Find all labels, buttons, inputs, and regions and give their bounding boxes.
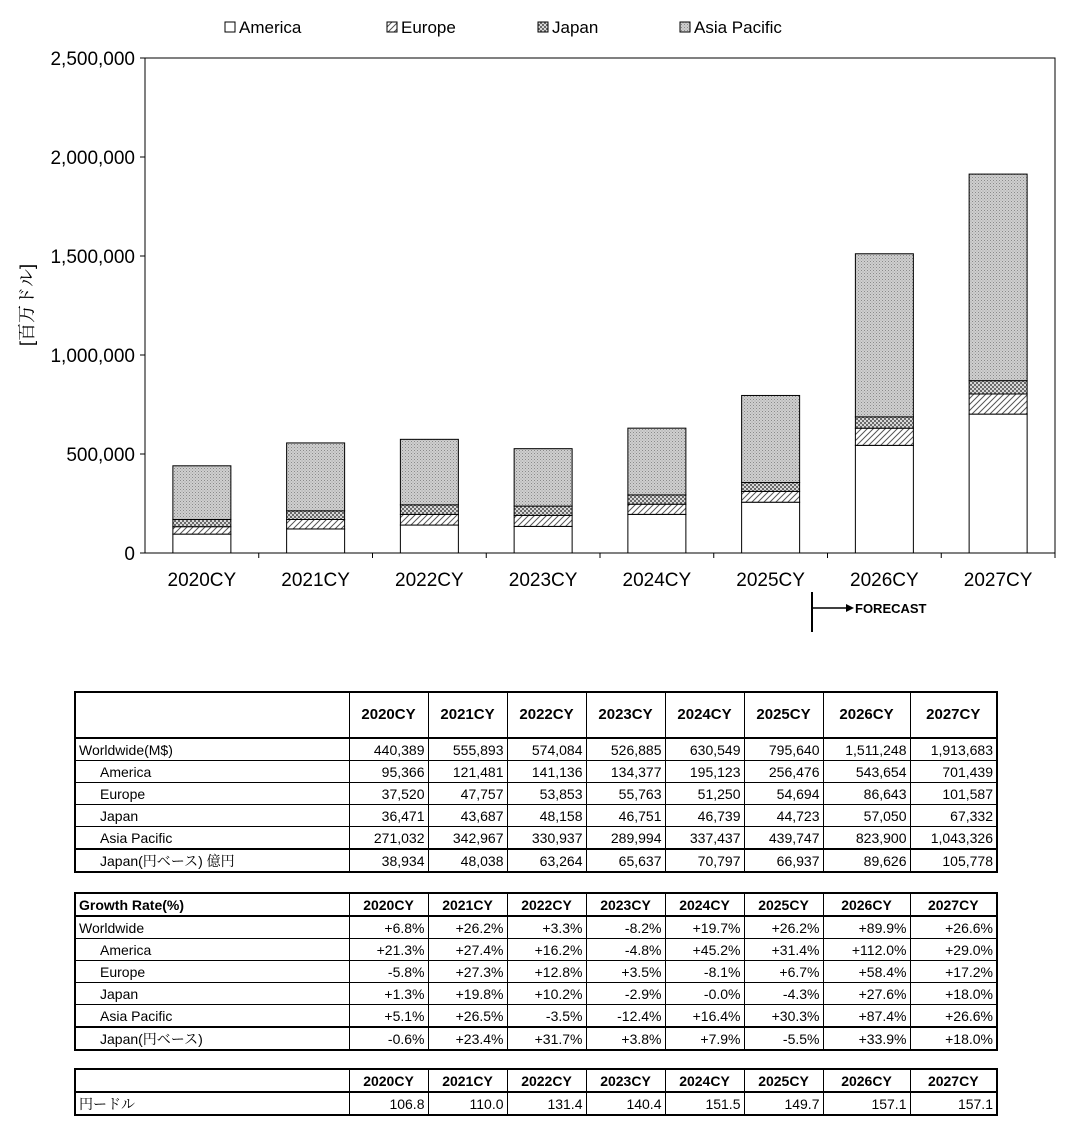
- table-cell: 89,626: [823, 849, 910, 872]
- table-cell: 342,967: [428, 827, 507, 850]
- table-cell: +16.2%: [507, 939, 586, 961]
- bar-asia-pacific-2022CY: [400, 439, 458, 505]
- table-cell: 54,694: [744, 783, 823, 805]
- column-header: 2024CY: [665, 1069, 744, 1092]
- table-cell: -5.8%: [349, 961, 428, 983]
- y-tick-label: 2,500,000: [50, 49, 135, 70]
- bar-america-2027CY: [969, 414, 1027, 553]
- bar-europe-2025CY: [742, 491, 800, 502]
- table-cell: 44,723: [744, 805, 823, 827]
- bar-america-2026CY: [855, 445, 913, 553]
- row-label: Japan(円ベース) 億円: [75, 849, 349, 872]
- table-cell: +26.5%: [428, 1005, 507, 1028]
- legend-swatch: [225, 22, 235, 32]
- table-cell: 701,439: [910, 761, 997, 783]
- table-cell: -0.6%: [349, 1027, 428, 1050]
- table-cell: +26.6%: [910, 916, 997, 939]
- legend: [225, 18, 782, 37]
- table-corner-cell: [75, 692, 349, 738]
- table-cell: 36,471: [349, 805, 428, 827]
- column-header: 2027CY: [910, 893, 997, 916]
- table-cell: +29.0%: [910, 939, 997, 961]
- forecast-annotation: [812, 592, 927, 632]
- row-label: America: [75, 761, 349, 783]
- table-cell: 131.4: [507, 1092, 586, 1115]
- table-cell: 256,476: [744, 761, 823, 783]
- column-header: 2026CY: [823, 893, 910, 916]
- table-cell: +3.8%: [586, 1027, 665, 1050]
- legend-item: [387, 18, 456, 37]
- column-header: 2025CY: [744, 1069, 823, 1092]
- row-label: Japan(円ベース): [75, 1027, 349, 1050]
- table-cell: +1.3%: [349, 983, 428, 1005]
- forecast-label: FORECAST: [855, 601, 927, 616]
- table-row: [75, 738, 997, 761]
- table-cell: +3.3%: [507, 916, 586, 939]
- column-header: 2025CY: [744, 893, 823, 916]
- legend-label: America: [239, 18, 302, 37]
- bar-japan-2023CY: [514, 506, 572, 515]
- table-cell: +26.2%: [428, 916, 507, 939]
- table-header-row: [75, 1069, 997, 1092]
- table-cell: 795,640: [744, 738, 823, 761]
- bar-america-2022CY: [400, 525, 458, 553]
- table-cell: 95,366: [349, 761, 428, 783]
- table-cell: +17.2%: [910, 961, 997, 983]
- table-cell: 48,158: [507, 805, 586, 827]
- bar-japan-2021CY: [287, 511, 345, 520]
- table-cell: +3.5%: [586, 961, 665, 983]
- table-cell: 101,587: [910, 783, 997, 805]
- bar-asia-pacific-2020CY: [173, 466, 231, 520]
- table-row: [75, 1092, 997, 1115]
- y-axis-label: [百万ドル]: [17, 263, 37, 347]
- table-cell: +16.4%: [665, 1005, 744, 1028]
- table-cell: 1,913,683: [910, 738, 997, 761]
- table-row: [75, 983, 997, 1005]
- table-cell: 51,250: [665, 783, 744, 805]
- bar-stack-2020CY: [173, 466, 231, 553]
- bar-america-2024CY: [628, 514, 686, 553]
- table-cell: 53,853: [507, 783, 586, 805]
- growth-rate-table: [74, 892, 998, 1051]
- table-cell: 67,332: [910, 805, 997, 827]
- x-tick-label: 2021CY: [281, 570, 350, 591]
- bars: [173, 174, 1027, 553]
- column-header: 2027CY: [910, 692, 997, 738]
- table-cell: 106.8: [349, 1092, 428, 1115]
- column-header: 2026CY: [823, 692, 910, 738]
- table-row: [75, 1005, 997, 1028]
- table-row: [75, 961, 997, 983]
- table-row: [75, 1027, 997, 1050]
- table-cell: +33.9%: [823, 1027, 910, 1050]
- legend-item: [680, 18, 782, 37]
- table-cell: 543,654: [823, 761, 910, 783]
- table-cell: +18.0%: [910, 983, 997, 1005]
- x-axis: [168, 553, 1055, 591]
- row-label: Worldwide: [75, 916, 349, 939]
- column-header: 2021CY: [428, 893, 507, 916]
- table-cell: +26.6%: [910, 1005, 997, 1028]
- table-cell: 121,481: [428, 761, 507, 783]
- y-tick-label: 1,000,000: [50, 346, 135, 367]
- table-row: [75, 827, 997, 850]
- bar-europe-2020CY: [173, 527, 231, 534]
- legend-item: [225, 18, 302, 37]
- table-cell: -4.3%: [744, 983, 823, 1005]
- legend-swatch: [680, 22, 690, 32]
- table-cell: 105,778: [910, 849, 997, 872]
- table-cell: 337,437: [665, 827, 744, 850]
- table-cell: +18.0%: [910, 1027, 997, 1050]
- table-cell: 141,136: [507, 761, 586, 783]
- table-cell: 70,797: [665, 849, 744, 872]
- column-header: 2023CY: [586, 1069, 665, 1092]
- table-row: [75, 805, 997, 827]
- y-tick-label: 2,000,000: [50, 148, 135, 169]
- bar-europe-2026CY: [855, 428, 913, 445]
- column-header: 2020CY: [349, 692, 428, 738]
- table-cell: 439,747: [744, 827, 823, 850]
- table-cell: +27.4%: [428, 939, 507, 961]
- bar-europe-2024CY: [628, 504, 686, 514]
- bar-america-2023CY: [514, 526, 572, 553]
- column-header: 2023CY: [586, 692, 665, 738]
- table-cell: 46,751: [586, 805, 665, 827]
- bar-asia-pacific-2023CY: [514, 449, 572, 506]
- table-cell: 134,377: [586, 761, 665, 783]
- table-cell: 63,264: [507, 849, 586, 872]
- x-tick-label: 2023CY: [508, 570, 578, 591]
- table-cell: 65,637: [586, 849, 665, 872]
- column-header: 2026CY: [823, 1069, 910, 1092]
- table-cell: +45.2%: [665, 939, 744, 961]
- table-cell: +12.8%: [507, 961, 586, 983]
- bar-stack-2027CY: [969, 174, 1027, 553]
- table-cell: 43,687: [428, 805, 507, 827]
- legend-label: Japan: [552, 18, 599, 37]
- column-header: 2020CY: [349, 893, 428, 916]
- table-cell: 149.7: [744, 1092, 823, 1115]
- table-cell: +5.1%: [349, 1005, 428, 1028]
- bar-asia-pacific-2021CY: [287, 443, 345, 511]
- bar-japan-2024CY: [628, 495, 686, 504]
- y-axis: [50, 49, 145, 565]
- bar-stack-2021CY: [287, 443, 345, 553]
- legend-label: Asia Pacific: [694, 18, 782, 37]
- bar-europe-2027CY: [969, 394, 1027, 414]
- table-cell: -4.8%: [586, 939, 665, 961]
- table-cell: -2.9%: [586, 983, 665, 1005]
- column-header: 2023CY: [586, 893, 665, 916]
- table-cell: -8.2%: [586, 916, 665, 939]
- table-cell: -12.4%: [586, 1005, 665, 1028]
- table-cell: +26.2%: [744, 916, 823, 939]
- table-cell: +7.9%: [665, 1027, 744, 1050]
- table-cell: 55,763: [586, 783, 665, 805]
- table-cell: 47,757: [428, 783, 507, 805]
- bar-japan-2020CY: [173, 519, 231, 526]
- row-label: Europe: [75, 961, 349, 983]
- row-label: Asia Pacific: [75, 827, 349, 850]
- table-cell: 140.4: [586, 1092, 665, 1115]
- table-corner-cell: [75, 1069, 349, 1092]
- bar-asia-pacific-2024CY: [628, 428, 686, 495]
- table-header-row: [75, 893, 997, 916]
- x-tick-label: 2022CY: [395, 570, 464, 591]
- table-cell: -3.5%: [507, 1005, 586, 1028]
- table-row: [75, 783, 997, 805]
- row-label: Japan: [75, 983, 349, 1005]
- table-cell: +27.6%: [823, 983, 910, 1005]
- table-cell: +21.3%: [349, 939, 428, 961]
- column-header: 2024CY: [665, 893, 744, 916]
- x-tick-label: 2027CY: [963, 570, 1033, 591]
- row-label: Worldwide(M$): [75, 738, 349, 761]
- bar-japan-2026CY: [855, 417, 913, 428]
- table-cell: +27.3%: [428, 961, 507, 983]
- market-size-table: [74, 691, 998, 873]
- row-label: 円ードル: [75, 1092, 349, 1115]
- bar-japan-2027CY: [969, 381, 1027, 394]
- bar-asia-pacific-2027CY: [969, 174, 1027, 381]
- bar-stack-2023CY: [514, 449, 572, 553]
- table-cell: 46,739: [665, 805, 744, 827]
- table-cell: -0.0%: [665, 983, 744, 1005]
- row-label: Japan: [75, 805, 349, 827]
- column-header: 2022CY: [507, 1069, 586, 1092]
- bar-america-2025CY: [742, 502, 800, 553]
- table-cell: 195,123: [665, 761, 744, 783]
- column-header: 2020CY: [349, 1069, 428, 1092]
- table-cell: -5.5%: [744, 1027, 823, 1050]
- table-cell: +58.4%: [823, 961, 910, 983]
- table-row: [75, 939, 997, 961]
- table-cell: 526,885: [586, 738, 665, 761]
- bar-asia-pacific-2025CY: [742, 395, 800, 482]
- exchange-rate-table: [74, 1068, 998, 1116]
- row-label: Asia Pacific: [75, 1005, 349, 1028]
- table-cell: 289,994: [586, 827, 665, 850]
- table-cell: 86,643: [823, 783, 910, 805]
- bar-europe-2023CY: [514, 515, 572, 526]
- bar-stack-2022CY: [400, 439, 458, 553]
- forecast-arrow-head: [846, 604, 854, 612]
- column-header: 2024CY: [665, 692, 744, 738]
- table-cell: 574,084: [507, 738, 586, 761]
- column-header: 2025CY: [744, 692, 823, 738]
- table-cell: 110.0: [428, 1092, 507, 1115]
- column-header: 2027CY: [910, 1069, 997, 1092]
- legend-swatch: [387, 22, 397, 32]
- table-cell: 57,050: [823, 805, 910, 827]
- bar-america-2020CY: [173, 534, 231, 553]
- table-cell: +31.7%: [507, 1027, 586, 1050]
- table-cell: 1,043,326: [910, 827, 997, 850]
- plot-frame: [145, 58, 1055, 553]
- table-cell: +112.0%: [823, 939, 910, 961]
- table-header-row: [75, 692, 997, 738]
- table-cell: +31.4%: [744, 939, 823, 961]
- bar-europe-2022CY: [400, 514, 458, 525]
- table-cell: +19.8%: [428, 983, 507, 1005]
- column-header: 2022CY: [507, 692, 586, 738]
- table-cell: +19.7%: [665, 916, 744, 939]
- table-cell: +6.7%: [744, 961, 823, 983]
- table-cell: 271,032: [349, 827, 428, 850]
- table-cell: 151.5: [665, 1092, 744, 1115]
- table-cell: 823,900: [823, 827, 910, 850]
- bar-america-2021CY: [287, 529, 345, 553]
- x-tick-label: 2026CY: [850, 570, 919, 591]
- table-cell: +23.4%: [428, 1027, 507, 1050]
- table-cell: +10.2%: [507, 983, 586, 1005]
- x-tick-label: 2025CY: [736, 570, 805, 591]
- y-tick-label: 0: [124, 544, 135, 565]
- legend-label: Europe: [401, 18, 456, 37]
- column-header: 2022CY: [507, 893, 586, 916]
- table-cell: 157.1: [823, 1092, 910, 1115]
- table-cell: 66,937: [744, 849, 823, 872]
- bar-asia-pacific-2026CY: [855, 254, 913, 417]
- table-cell: 330,937: [507, 827, 586, 850]
- legend-item: [538, 18, 598, 37]
- growth-table-title: Growth Rate(%): [75, 893, 349, 916]
- bar-japan-2025CY: [742, 483, 800, 492]
- row-label: Europe: [75, 783, 349, 805]
- x-tick-label: 2020CY: [167, 570, 237, 591]
- table-cell: -8.1%: [665, 961, 744, 983]
- bar-japan-2022CY: [400, 505, 458, 515]
- y-tick-label: 500,000: [66, 445, 135, 466]
- bar-stack-2025CY: [742, 395, 800, 553]
- legend-swatch: [538, 22, 548, 32]
- table-cell: 555,893: [428, 738, 507, 761]
- bar-stack-2026CY: [855, 254, 913, 553]
- table-cell: +87.4%: [823, 1005, 910, 1028]
- y-tick-label: 1,500,000: [50, 247, 135, 268]
- table-cell: 1,511,248: [823, 738, 910, 761]
- row-label: America: [75, 939, 349, 961]
- table-cell: 37,520: [349, 783, 428, 805]
- table-cell: +30.3%: [744, 1005, 823, 1028]
- table-cell: 48,038: [428, 849, 507, 872]
- table-cell: 38,934: [349, 849, 428, 872]
- bar-europe-2021CY: [287, 519, 345, 528]
- table-cell: 440,389: [349, 738, 428, 761]
- x-tick-label: 2024CY: [622, 570, 692, 591]
- table-row: [75, 916, 997, 939]
- column-header: 2021CY: [428, 692, 507, 738]
- table-cell: 157.1: [910, 1092, 997, 1115]
- bar-stack-2024CY: [628, 428, 686, 553]
- table-row: [75, 761, 997, 783]
- table-cell: +89.9%: [823, 916, 910, 939]
- column-header: 2021CY: [428, 1069, 507, 1092]
- table-cell: 630,549: [665, 738, 744, 761]
- table-cell: +6.8%: [349, 916, 428, 939]
- table-row: [75, 849, 997, 872]
